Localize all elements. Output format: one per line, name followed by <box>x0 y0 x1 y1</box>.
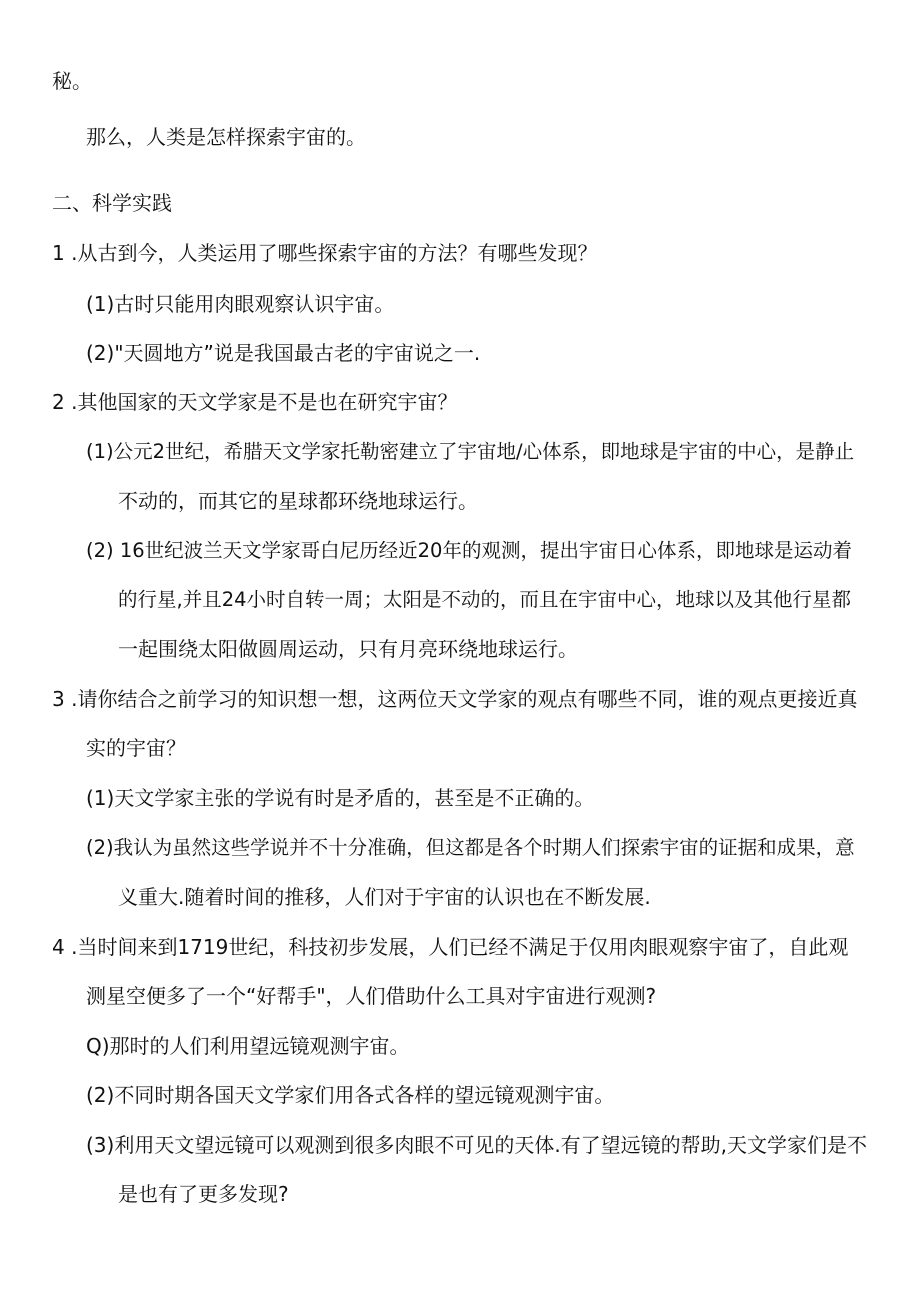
question-4: 4 .当时间来到1719世纪，科技初步发展，人们已经不满足于仅用肉眼观察宇宙了，自此观 <box>52 935 849 959</box>
answer-line-continued: 义重大.随着时间的推移，人们对于宇宙的认识也在不断发展. <box>118 885 651 909</box>
section-heading: 二、科学实践 <box>52 191 172 215</box>
question-3: 3 .请你结合之前学习的知识想一想，这两位天文学家的观点有哪些不同，谁的观点更接近真 <box>52 687 858 711</box>
answer-line: (1)天文学家主张的学说有时是矛盾的，甚至是不正确的。 <box>86 786 595 810</box>
text-line: 秘。 <box>52 69 92 93</box>
answer-line-continued: 一起围绕太阳做圆周运动，只有月亮环绕地球运行。 <box>118 637 578 661</box>
answer-line: Q)那时的人们利用望远镜观测宇宙。 <box>86 1034 410 1058</box>
question-3-continued: 实的宇宙？ <box>86 736 186 760</box>
answer-line-continued: 不动的，而其它的星球都环绕地球运行。 <box>118 489 478 513</box>
answer-line: (2)"天圆地方”说是我国最古老的宇宙说之一. <box>86 341 481 365</box>
answer-line: (2)不同时期各国天文学家们用各式各样的望远镜观测宇宙。 <box>86 1083 615 1107</box>
question-2: 2 .其他国家的天文学家是不是也在研究宇宙？ <box>52 390 458 414</box>
question-1: 1 .从古到今，人类运用了哪些探索宇宙的方法？有哪些发现？ <box>52 241 598 265</box>
answer-line: (2)我认为虽然这些学说并不十分准确，但这都是各个时期人们探索宇宙的证据和成果，意 <box>86 836 855 859</box>
answer-line-continued: 是也有了更多发现? <box>118 1182 289 1206</box>
question-4-continued: 测星空便多了一个“好帮手"，人们借助什么工具对宇宙进行观测? <box>86 984 657 1008</box>
answer-line: (1)古时只能用肉眼观察认识宇宙。 <box>86 292 395 316</box>
answer-line: (2) 16世纪波兰天文学家哥白尼历经近20年的观测，提出宇宙日心体系，即地球是运动着 <box>86 539 852 562</box>
text-line: 那么，人类是怎样探索宇宙的。 <box>86 125 366 149</box>
answer-line: (3)利用天文望远镜可以观测到很多肉眼不可见的天体.有了望远镜的帮助,天文学家们是不 <box>86 1133 868 1157</box>
answer-line-continued: 的行星,并且24小时自转一周；太阳是不动的，而且在宇宙中心，地球以及其他行星都 <box>118 588 852 611</box>
answer-line: (1)公元2世纪，希腊天文学家托勒密建立了宇宙地/心体系，即地球是宇宙的中心，是静止 <box>86 440 855 463</box>
